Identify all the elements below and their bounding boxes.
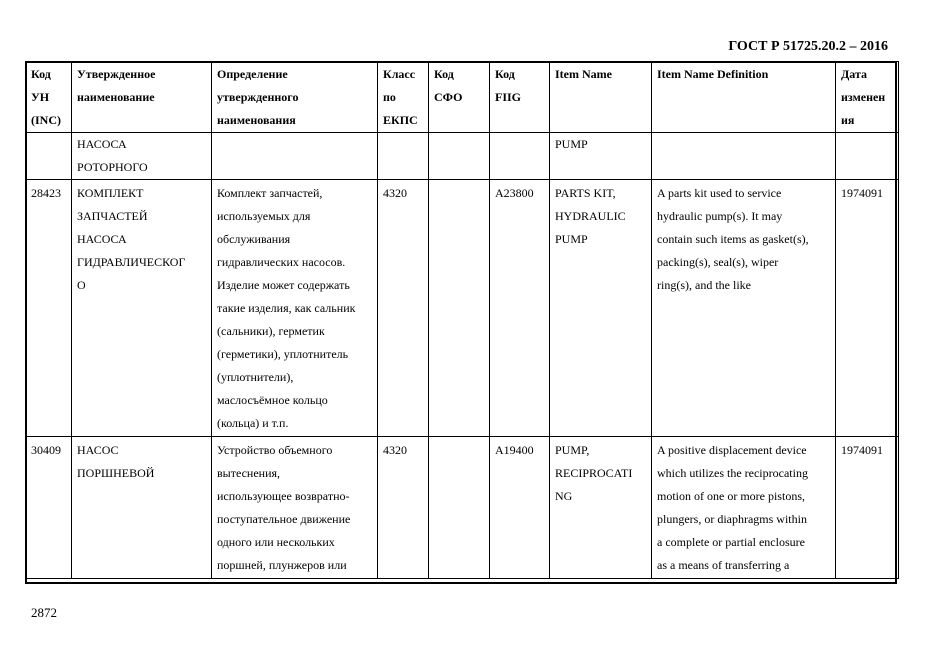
cell-line: (сальники), герметик [217, 324, 325, 338]
cell-line: packing(s), seal(s), wiper [657, 255, 779, 269]
cell-line: такие изделия, как сальник [217, 301, 356, 315]
cell-line: motion of one or more pistons, [657, 489, 805, 503]
cell-line: Код [434, 67, 454, 81]
cell-line: PARTS KIT, [555, 186, 616, 200]
definition-cell [212, 62, 378, 133]
cell-line: ГИДРАВЛИЧЕСКОГ [77, 255, 186, 269]
item-name-definition-cell [652, 437, 836, 579]
cell-line: 4320 [383, 443, 407, 457]
definition-cell [212, 437, 378, 579]
cell-line: РОТОРНОГО [77, 160, 148, 174]
cell-line: вытеснения, [217, 466, 281, 480]
cell-line: ПОРШНЕВОЙ [77, 466, 155, 480]
cell-line: Определение [217, 67, 288, 81]
cell-line: A parts kit used to service [657, 186, 782, 200]
cell-line: HYDRAULIC [555, 209, 626, 223]
item-name-cell [550, 437, 652, 579]
cell-line: по [383, 90, 396, 104]
cell-line: 30409 [31, 443, 61, 457]
cell-line: одного или нескольких [217, 535, 335, 549]
cell-line: (герметики), уплотнитель [217, 347, 349, 361]
cell-line: наименование [77, 90, 155, 104]
cell-line: Устройство объемного [217, 443, 333, 457]
cell-line: СФО [434, 90, 463, 104]
cell-line: обслуживания [217, 232, 291, 246]
table-row [26, 437, 899, 579]
ekps-class-cell [378, 133, 429, 180]
cell-line: FIIG [495, 90, 522, 104]
item-name-definition-cell [652, 133, 836, 180]
cell-line: contain such items as gasket(s), [657, 232, 809, 246]
definition-cell [212, 180, 378, 437]
sfo-code-cell [429, 133, 490, 180]
sfo-code-cell [429, 62, 490, 133]
item-name-definition-cell [652, 62, 836, 133]
cell-line: PUMP [555, 137, 588, 151]
fiig-code-cell [490, 437, 550, 579]
cell-line: 4320 [383, 186, 407, 200]
cell-line: as a means of transferring a [657, 558, 790, 572]
inc-cell [26, 437, 72, 579]
approved-name-cell [72, 133, 212, 180]
cell-line: a complete or partial enclosure [657, 535, 805, 549]
cell-line: A positive displacement device [657, 443, 807, 457]
cell-line: ЕКПС [383, 113, 418, 127]
table-row [26, 133, 899, 180]
cell-line: поступательное движение [217, 512, 351, 526]
fiig-code-cell [490, 180, 550, 437]
cell-line: RECIPROCATI [555, 466, 633, 480]
cell-line: ия [841, 113, 855, 127]
cell-line: использующее возвратно- [217, 489, 350, 503]
inc-cell [26, 180, 72, 437]
cell-line: НАСОС [77, 443, 119, 457]
approved-name-cell [72, 62, 212, 133]
cell-line: Дата [841, 67, 867, 81]
sfo-code-cell [429, 180, 490, 437]
cell-line: ЗАПЧАСТЕЙ [77, 209, 148, 223]
item-name-cell [550, 62, 652, 133]
item-name-table [25, 61, 899, 579]
cell-line: Код [495, 67, 515, 81]
cell-line: Утвержденное [77, 67, 156, 81]
cell-line: изменен [841, 90, 886, 104]
cell-line: hydraulic pump(s). It may [657, 209, 783, 223]
cell-line: plungers, or diaphragms within [657, 512, 807, 526]
change-date-cell [836, 437, 899, 579]
change-date-cell [836, 180, 899, 437]
cell-line: PUMP, [555, 443, 590, 457]
cell-line: (кольца) и т.п. [217, 416, 289, 430]
cell-line: A23800 [495, 186, 534, 200]
header-row [26, 62, 899, 133]
cell-line: Item Name Definition [657, 67, 769, 81]
cell-line: 1974091 [841, 443, 883, 457]
cell-line: which utilizes the reciprocating [657, 466, 808, 480]
change-date-cell [836, 133, 899, 180]
ekps-class-cell [378, 62, 429, 133]
cell-line: НАСОСА [77, 232, 127, 246]
cell-line: утвержденного [217, 90, 299, 104]
page-number: 2872 [31, 605, 57, 620]
table-row [26, 180, 899, 437]
cell-line: (INC) [31, 113, 61, 127]
inc-cell [26, 62, 72, 133]
fiig-code-cell [490, 62, 550, 133]
cell-line: 1974091 [841, 186, 883, 200]
change-date-cell [836, 62, 899, 133]
cell-line: наименования [217, 113, 296, 127]
cell-line: поршней, плунжеров или [217, 558, 347, 572]
standard-designation: ГОСТ Р 51725.20.2 – 2016 [728, 39, 888, 54]
cell-line: PUMP [555, 232, 588, 246]
cell-line: Класс [383, 67, 416, 81]
item-name-definition-cell [652, 180, 836, 437]
cell-line: НАСОСА [77, 137, 127, 151]
ekps-class-cell [378, 180, 429, 437]
cell-line: Item Name [555, 67, 612, 81]
cell-line: используемых для [217, 209, 311, 223]
sfo-code-cell [429, 437, 490, 579]
cell-line: маслосъёмное кольцо [217, 393, 328, 407]
cell-line: Код [31, 67, 51, 81]
cell-line: 28423 [31, 186, 61, 200]
cell-line: Комплект запчастей, [217, 186, 323, 200]
inc-cell [26, 133, 72, 180]
ekps-class-cell [378, 437, 429, 579]
cell-line: Изделие может содержать [217, 278, 350, 292]
definition-cell [212, 133, 378, 180]
cell-line: гидравлических насосов. [217, 255, 346, 269]
cell-line: УН [31, 90, 50, 104]
item-name-cell [550, 133, 652, 180]
item-name-cell [550, 180, 652, 437]
fiig-code-cell [490, 133, 550, 180]
approved-name-cell [72, 437, 212, 579]
cell-line: О [77, 278, 86, 292]
cell-line: КОМПЛЕКТ [77, 186, 144, 200]
cell-line: NG [555, 489, 573, 503]
cell-line: (уплотнители), [217, 370, 294, 384]
approved-name-cell [72, 180, 212, 437]
cell-line: A19400 [495, 443, 534, 457]
cell-line: ring(s), and the like [657, 278, 751, 292]
